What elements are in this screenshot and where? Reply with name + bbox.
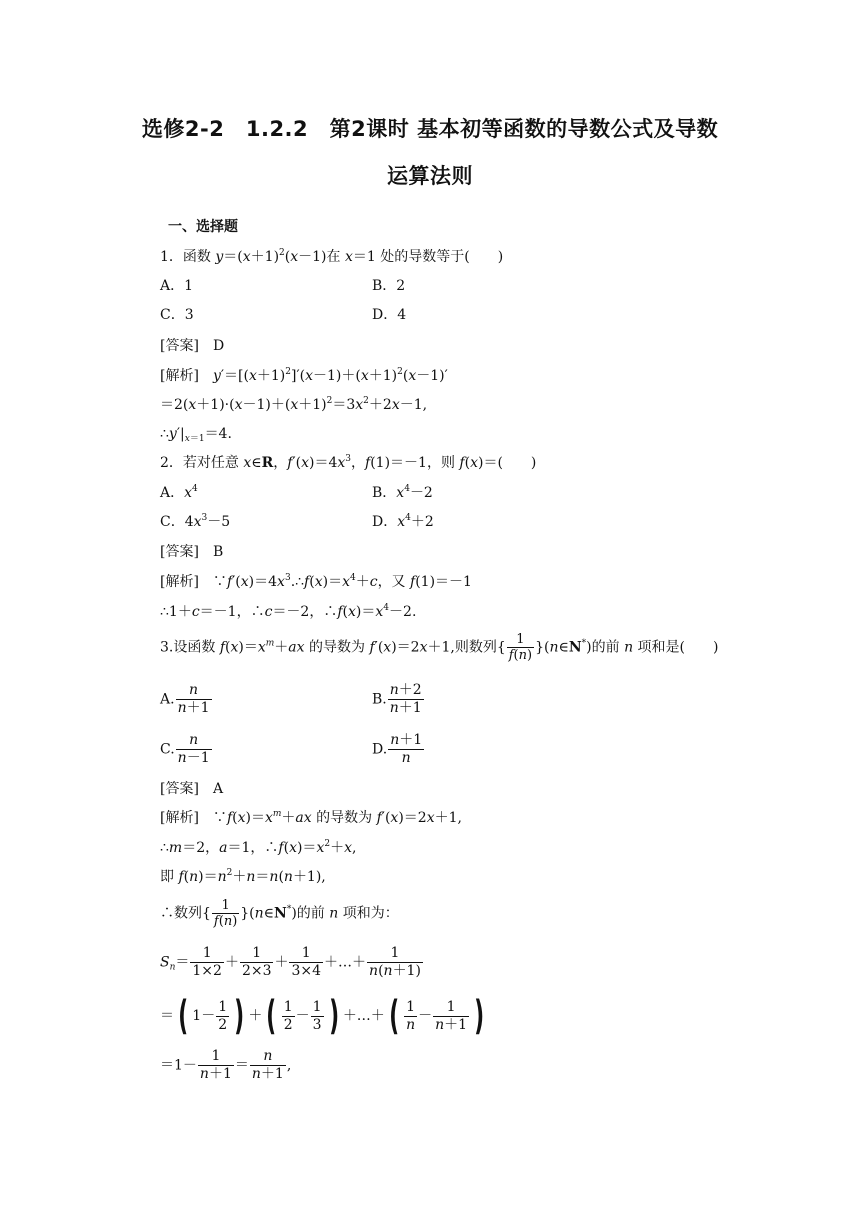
q3-analysis-sum: $S_n=$ $\frac{1}{1\times 2}$ ＋ $\frac{1}{2\times 3}$ ＋ $\frac{1}{3\times 4}$ ＋…＋ $\frac{1}{n(n+1)}$: [160, 945, 421, 979]
q2-option-b: B．$x^4-2$: [372, 484, 433, 501]
q1-option-b: B．2: [372, 278, 406, 294]
title-line-2: 运算法则: [387, 164, 473, 188]
q1-analysis-line-3: $\therefore y'|_{x=1}=4$.: [160, 426, 232, 444]
q3-answer-value: A: [212, 781, 224, 797]
q1-answer-value: D: [212, 338, 225, 354]
q3-option-b: B. $\frac{n+2}{n+1}$: [372, 682, 422, 716]
fraction: $\frac{n+1}{n}$: [390, 732, 423, 766]
q1-option-c: C．3: [160, 307, 194, 323]
q2-analysis-line-1: [解析] $\because f'(x)=4x^3.\therefore f(x)=x^4+c$，又 f(1)＝－1: [160, 573, 472, 590]
question-1-stem: 1．函数 $y=(x+1)^2(x-1)$在 x＝1 处的导数等于( ): [160, 248, 504, 265]
q3-analysis-line-4: ∴数列{ $\frac{1}{f(n)}$ }(n∈N*)的前 n 项和为：: [160, 898, 399, 929]
q1-answer: [160, 337, 224, 355]
q1-option-d: D．4: [372, 307, 407, 323]
analysis-label: [解析]: [160, 574, 199, 590]
fraction: $\frac{1}{f(n)}$: [508, 632, 533, 663]
fraction: $\frac{1}{2}$: [218, 998, 228, 1033]
q2-answer: [160, 543, 223, 561]
section-heading: 一、选择题: [168, 219, 238, 235]
fraction: $\frac{n}{n+1}$: [251, 1048, 284, 1082]
answer-label: [答案]: [160, 781, 199, 797]
q2-analysis-line-2: ∴1＋c＝－1，∴c＝－2，$\therefore f(x)=x^4-2$.: [160, 603, 417, 620]
q3-option-c: C. $\frac{n}{n-1}$: [160, 732, 210, 766]
fraction: $\frac{n+2}{n+1}$: [389, 682, 422, 716]
analysis-label: [解析]: [160, 810, 199, 826]
q2-option-d: D．$x^4+2$: [372, 513, 434, 530]
q2-option-c: C．$4x^3-5$: [160, 513, 231, 530]
fraction: $\frac{1}{n+1}$: [199, 1048, 232, 1082]
q1-analysis-line-1: [解析] $y'=[(x+1)^2]'(x-1)+(x+1)^2(x-1)'$: [160, 367, 448, 384]
q3-analysis-result: ＝1－ $\frac{1}{n+1}$ ＝ $\frac{n}{n+1}$ ,: [160, 1048, 292, 1082]
fraction: $\frac{1}{n+1}$: [435, 998, 468, 1033]
fraction: $\frac{n}{n+1}$: [177, 682, 210, 716]
question-2-stem: 2．若对任意 x∈R，$f'(x)=4x^3$，f(1)＝－1，则 f(x)＝( ): [160, 454, 537, 471]
q3-option-d: D. $\frac{n+1}{n}$: [372, 732, 423, 766]
fraction: $\frac{n}{n-1}$: [177, 732, 210, 766]
title-line-1: 选修2-2 1.2.2 第2课时 基本初等函数的导数公式及导数: [141, 117, 719, 141]
fraction: $\frac{1}{3}$: [312, 998, 322, 1033]
fraction: $\frac{1}{1\times 2}$: [192, 945, 222, 979]
answer-label: [答案]: [160, 544, 199, 560]
fraction: $\frac{1}{n(n+1)}$: [369, 945, 421, 979]
q1-analysis-line-2: $=2(x+1)\cdot(x-1)+(x+1)^2=3x^2+2x-1$,: [160, 396, 428, 413]
q1-option-a: A．1: [160, 278, 194, 294]
analysis-label: [解析]: [160, 368, 199, 384]
answer-label: [答案]: [160, 338, 199, 354]
fraction: $\frac{1}{f(n)}$: [213, 898, 238, 929]
fraction: $\frac{1}{2\times 3}$: [241, 945, 272, 979]
q3-analysis-line-3: 即 $f(n)=n^2+n=n(n+1)$,: [160, 868, 326, 885]
q2-option-a: A．$x^4$: [160, 484, 198, 501]
q3-answer: [160, 780, 223, 798]
fraction: $\frac{1}{n}$: [406, 998, 416, 1033]
q3-analysis-line-1: [解析] $\because f(x)=x^m+ax$ 的导数为 f′(x)＝2x＋1,: [160, 809, 462, 826]
fraction: $\frac{1}{3\times 4}$: [291, 945, 322, 979]
q3-analysis-telescoping: ＝ ( 1－ $\frac{1}{2}$ ) ＋ ( $\frac{1}{2}$ － $\frac{1}{3}$ ) ＋…＋ ( $\frac{1}{n}$ － $\frac{1}{n+1}$ ): [160, 993, 485, 1039]
q3-option-a: A. $\frac{n}{n+1}$: [160, 682, 210, 716]
question-3-stem: 3.设函数 $f(x)=x^m+ax$ 的导数为 f′(x)＝2x＋1,则数列{ $\frac{1}{f(n)}$ }(n∈N*)的前 n 项和是( ): [160, 632, 719, 663]
q3-analysis-line-2: ∴m＝2，a＝1，$\therefore f(x)=x^2+x$,: [160, 839, 357, 856]
q2-answer-value: B: [212, 544, 224, 560]
fraction: $\frac{1}{2}$: [283, 998, 293, 1033]
